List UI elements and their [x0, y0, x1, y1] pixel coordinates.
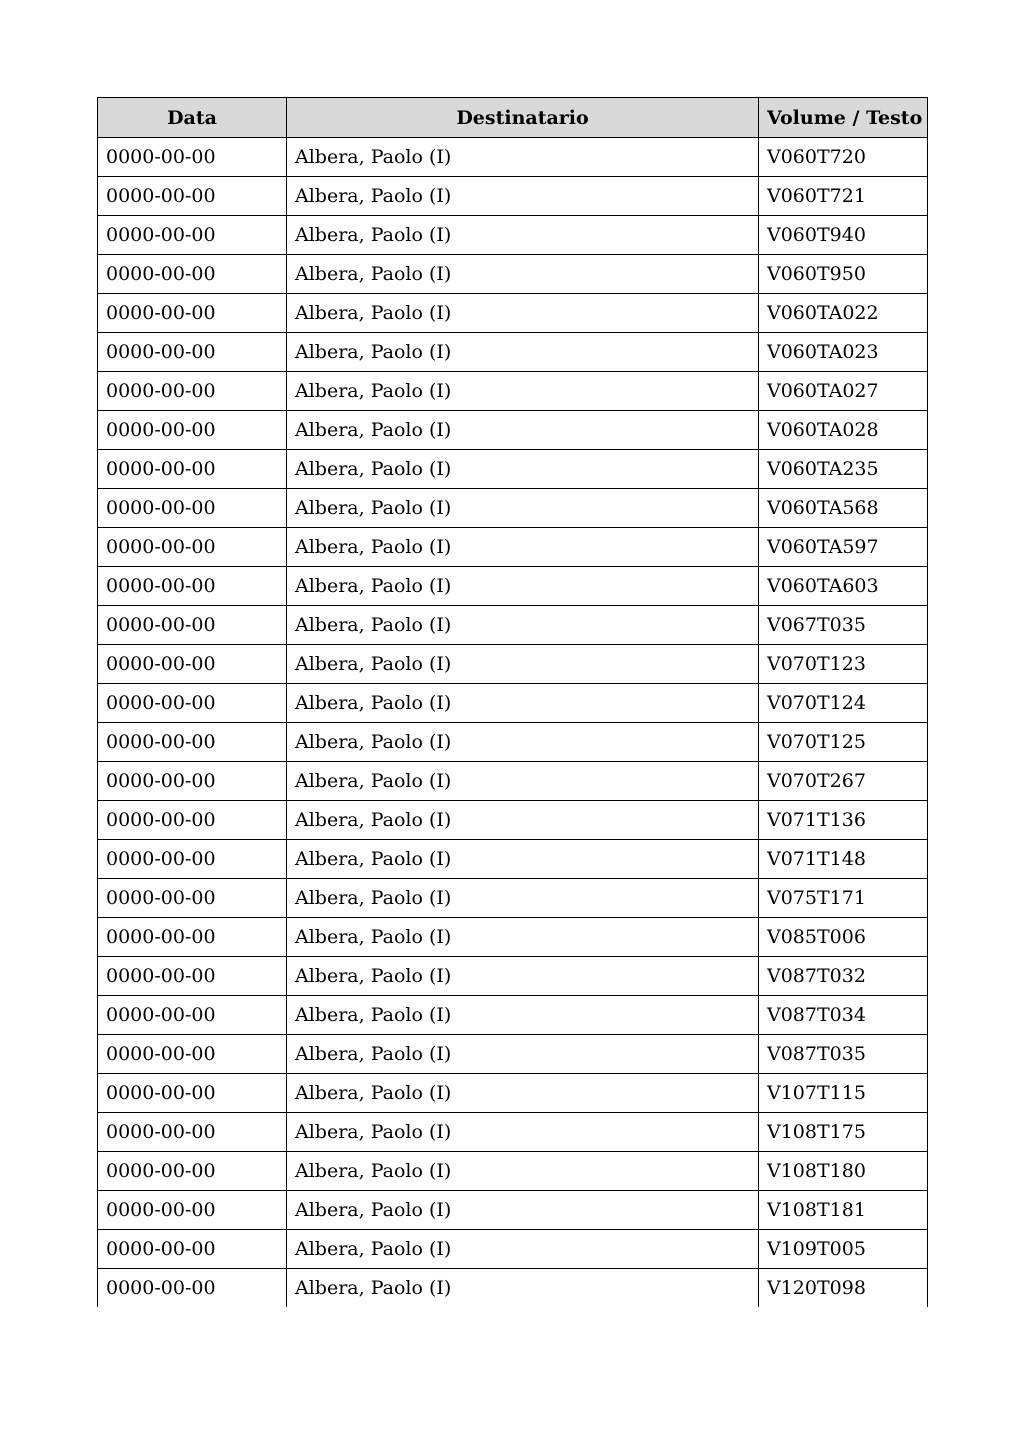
cell-volume-text: V060TA603 — [759, 567, 928, 606]
table-row — [98, 957, 928, 996]
cell-date: 0000-00-00 — [98, 606, 287, 645]
cell-recipient: Albera, Paolo (I) — [287, 450, 759, 489]
cell-volume-text: V060TA568 — [759, 489, 928, 528]
cell-date: 0000-00-00 — [98, 255, 287, 294]
cell-date: 0000-00-00 — [98, 333, 287, 372]
table-row — [98, 450, 928, 489]
cell-recipient: Albera, Paolo (I) — [287, 1152, 759, 1191]
cell-volume-text: V060T720 — [759, 138, 928, 177]
cell-volume-text: V070T123 — [759, 645, 928, 684]
cell-volume-text: V075T171 — [759, 879, 928, 918]
table-row — [98, 138, 928, 177]
cell-volume-text: V109T005 — [759, 1230, 928, 1269]
table-header-row — [98, 98, 928, 138]
cell-recipient: Albera, Paolo (I) — [287, 1035, 759, 1074]
cell-volume-text: V060TA023 — [759, 333, 928, 372]
cell-date: 0000-00-00 — [98, 528, 287, 567]
cell-date: 0000-00-00 — [98, 840, 287, 879]
cell-date: 0000-00-00 — [98, 996, 287, 1035]
table-row — [98, 216, 928, 255]
cell-date: 0000-00-00 — [98, 489, 287, 528]
cell-date: 0000-00-00 — [98, 801, 287, 840]
table-row — [98, 333, 928, 372]
cell-volume-text: V071T148 — [759, 840, 928, 879]
table-row — [98, 1191, 928, 1230]
table-row — [98, 840, 928, 879]
cell-recipient: Albera, Paolo (I) — [287, 918, 759, 957]
cell-date: 0000-00-00 — [98, 177, 287, 216]
cell-volume-text: V108T180 — [759, 1152, 928, 1191]
table-row — [98, 1074, 928, 1113]
table-row — [98, 1152, 928, 1191]
cell-volume-text: V060TA597 — [759, 528, 928, 567]
cell-recipient: Albera, Paolo (I) — [287, 216, 759, 255]
cell-recipient: Albera, Paolo (I) — [287, 255, 759, 294]
cell-recipient: Albera, Paolo (I) — [287, 372, 759, 411]
cell-volume-text: V060T721 — [759, 177, 928, 216]
cell-recipient: Albera, Paolo (I) — [287, 762, 759, 801]
cell-date: 0000-00-00 — [98, 918, 287, 957]
table-row — [98, 177, 928, 216]
cell-recipient: Albera, Paolo (I) — [287, 957, 759, 996]
table-row — [98, 918, 928, 957]
cell-volume-text: V108T181 — [759, 1191, 928, 1230]
cell-recipient: Albera, Paolo (I) — [287, 333, 759, 372]
cell-recipient: Albera, Paolo (I) — [287, 411, 759, 450]
table-row — [98, 411, 928, 450]
cell-volume-text: V107T115 — [759, 1074, 928, 1113]
cell-recipient: Albera, Paolo (I) — [287, 138, 759, 177]
cell-recipient: Albera, Paolo (I) — [287, 801, 759, 840]
cell-recipient: Albera, Paolo (I) — [287, 294, 759, 333]
cell-recipient: Albera, Paolo (I) — [287, 1113, 759, 1152]
table-row — [98, 1035, 928, 1074]
cell-recipient: Albera, Paolo (I) — [287, 177, 759, 216]
cell-volume-text: V120T098 — [759, 1269, 928, 1308]
cell-volume-text: V060TA028 — [759, 411, 928, 450]
table-row — [98, 606, 928, 645]
cell-volume-text: V060TA235 — [759, 450, 928, 489]
cell-date: 0000-00-00 — [98, 138, 287, 177]
table-row — [98, 996, 928, 1035]
cell-volume-text: V070T125 — [759, 723, 928, 762]
cell-date: 0000-00-00 — [98, 1230, 287, 1269]
cell-recipient: Albera, Paolo (I) — [287, 840, 759, 879]
cell-volume-text: V060TA027 — [759, 372, 928, 411]
cell-recipient: Albera, Paolo (I) — [287, 1230, 759, 1269]
table-row — [98, 372, 928, 411]
cell-volume-text: V071T136 — [759, 801, 928, 840]
cell-date: 0000-00-00 — [98, 723, 287, 762]
cell-volume-text: V060T940 — [759, 216, 928, 255]
cell-recipient: Albera, Paolo (I) — [287, 684, 759, 723]
cell-volume-text: V087T032 — [759, 957, 928, 996]
cell-date: 0000-00-00 — [98, 450, 287, 489]
cell-volume-text: V087T035 — [759, 1035, 928, 1074]
cell-date: 0000-00-00 — [98, 645, 287, 684]
cell-volume-text: V070T124 — [759, 684, 928, 723]
cell-volume-text: V060T950 — [759, 255, 928, 294]
cell-volume-text: V067T035 — [759, 606, 928, 645]
table-body — [98, 138, 928, 1308]
cell-recipient: Albera, Paolo (I) — [287, 645, 759, 684]
cell-date: 0000-00-00 — [98, 1191, 287, 1230]
cell-volume-text: V060TA022 — [759, 294, 928, 333]
header-volume-testo: Volume / Testo — [759, 98, 928, 138]
cell-date: 0000-00-00 — [98, 216, 287, 255]
cell-date: 0000-00-00 — [98, 411, 287, 450]
cell-date: 0000-00-00 — [98, 1269, 287, 1308]
table-row — [98, 684, 928, 723]
cell-date: 0000-00-00 — [98, 372, 287, 411]
table-row — [98, 879, 928, 918]
cell-volume-text: V070T267 — [759, 762, 928, 801]
cell-date: 0000-00-00 — [98, 567, 287, 606]
cell-date: 0000-00-00 — [98, 1152, 287, 1191]
cell-volume-text: V087T034 — [759, 996, 928, 1035]
cell-date: 0000-00-00 — [98, 879, 287, 918]
cell-recipient: Albera, Paolo (I) — [287, 567, 759, 606]
table-row — [98, 1230, 928, 1269]
cell-recipient: Albera, Paolo (I) — [287, 606, 759, 645]
table-row — [98, 645, 928, 684]
cell-recipient: Albera, Paolo (I) — [287, 1074, 759, 1113]
cell-recipient: Albera, Paolo (I) — [287, 528, 759, 567]
cell-date: 0000-00-00 — [98, 1035, 287, 1074]
table-row — [98, 762, 928, 801]
cell-date: 0000-00-00 — [98, 1113, 287, 1152]
cell-recipient: Albera, Paolo (I) — [287, 879, 759, 918]
cell-recipient: Albera, Paolo (I) — [287, 1269, 759, 1308]
cell-recipient: Albera, Paolo (I) — [287, 996, 759, 1035]
cell-recipient: Albera, Paolo (I) — [287, 489, 759, 528]
table-row — [98, 567, 928, 606]
cell-volume-text: V108T175 — [759, 1113, 928, 1152]
cell-recipient: Albera, Paolo (I) — [287, 723, 759, 762]
cell-date: 0000-00-00 — [98, 684, 287, 723]
header-data: Data — [98, 98, 287, 138]
cell-volume-text: V085T006 — [759, 918, 928, 957]
cell-date: 0000-00-00 — [98, 762, 287, 801]
letters-table — [97, 97, 928, 1307]
table-row — [98, 294, 928, 333]
cell-date: 0000-00-00 — [98, 1074, 287, 1113]
header-destinatario: Destinatario — [287, 98, 759, 138]
table-row — [98, 723, 928, 762]
table-row — [98, 801, 928, 840]
table-row — [98, 489, 928, 528]
table-row — [98, 255, 928, 294]
table-row — [98, 528, 928, 567]
cell-recipient: Albera, Paolo (I) — [287, 1191, 759, 1230]
table-row — [98, 1269, 928, 1308]
cell-date: 0000-00-00 — [98, 294, 287, 333]
table-row — [98, 1113, 928, 1152]
cell-date: 0000-00-00 — [98, 957, 287, 996]
